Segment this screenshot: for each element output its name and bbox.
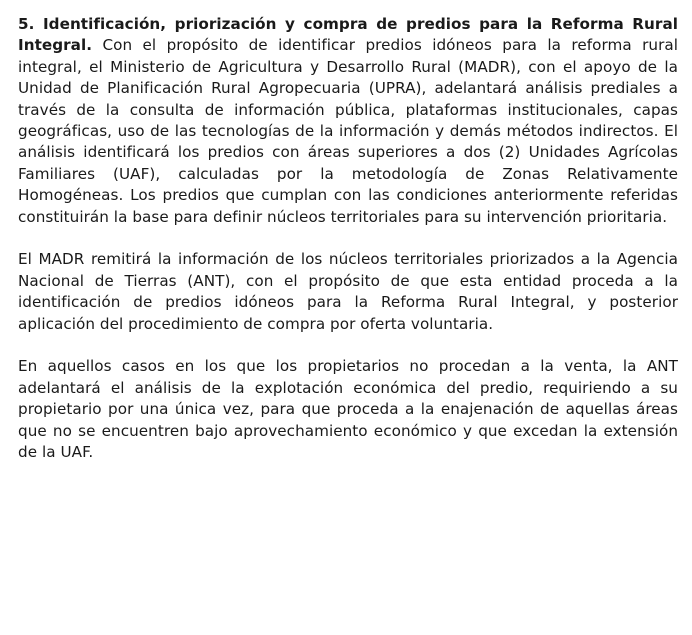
section-heading: 5. Identificación, priorización y compra de predios para la Reforma Rural Integral.	[18, 15, 678, 55]
document-body	[18, 14, 678, 485]
paragraph-text: Con el propósito de identificar predios idóneos para la reforma rural integral, el Ministerio de Agricultura y Desarrollo Rural (MADR), con el apoyo de la Unidad de Planificación Rural Agropecuaria (UPRA), adelantará análisis prediales a través de la consulta de información pública, plataformas institucionales, capas geográficas, uso de las tecnologías de la información y demás métodos indirectos. El análisis identificará los predios con áreas superiores a dos (2) Unidades Agrícolas Familiares (UAF), calculadas por la metodología de Zonas Relativamente Homogéneas. Los predios que cumplan con las condiciones anteriormente referidas constituirán la base para definir núcleos territoriales para su intervención prioritaria.	[18, 36, 678, 226]
paragraph-propietarios: En aquellos casos en los que los propietarios no procedan a la venta, la ANT adelantará el análisis de la explotación económica del predio, requiriendo a su propietario por una única vez, para que proceda a la enajenación de aquellas áreas que no se encuentren bajo aprovechamiento económico y que excedan la extensión de la UAF.	[18, 357, 678, 462]
paragraph-section-5	[18, 14, 678, 228]
paragraph-madr-ant: El MADR remitirá la información de los núcleos territoriales priorizados a la Agencia Nacional de Tierras (ANT), con el propósito de que esta entidad proceda a la identificación de predios idóneos para la Reforma Rural Integral, y posterior aplicación del procedimiento de compra por oferta voluntaria.	[18, 250, 678, 333]
